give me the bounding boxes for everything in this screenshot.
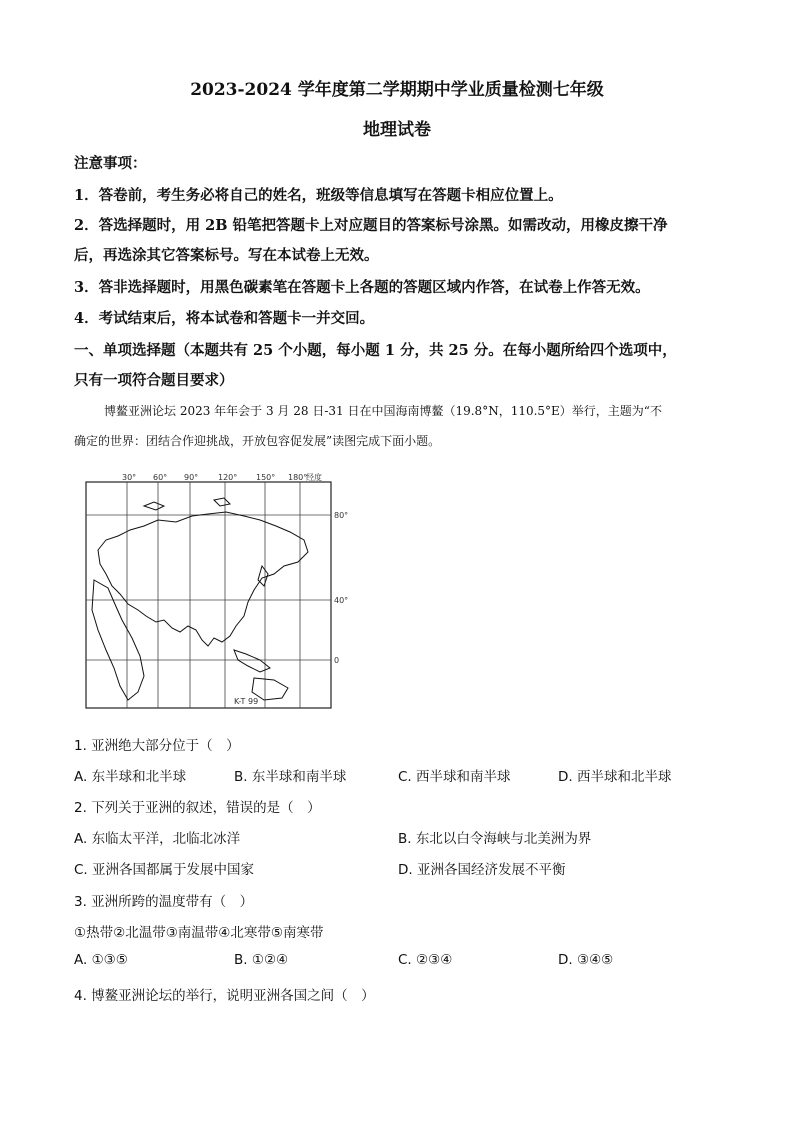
question-3-list: ①热带②北温带③南温带④北寒带⑤南寒带 <box>74 925 324 941</box>
section-heading-cont: 只有一项符合题目要求） <box>74 372 234 389</box>
intro-text-cont: 确定的世界：团结合作迎挑战，开放包容促发展”读图完成下面小题。 <box>74 434 441 448</box>
notes-heading: 注意事项： <box>74 155 147 172</box>
lat-label-0: 0 <box>334 656 340 665</box>
intro-text: 博鳌亚洲论坛 2023 年年会于 3 月 28 日-31 日在中国海南博鳌（19.8°N，110.5°E）举行，主题为“不 <box>104 404 662 418</box>
lon-label-150: 150° <box>256 473 276 482</box>
lon-label-120: 120° <box>218 473 238 482</box>
lon-label-180: 180° <box>288 473 308 482</box>
lat-label-80: 80° <box>334 511 349 520</box>
question-2-stem: 2. 下列关于亚洲的叙述，错误的是（ ） <box>74 800 321 816</box>
note-item-4: 4．考试结束后，将本试卷和答题卡一并交回。 <box>74 310 375 327</box>
question-1-stem: 1. 亚洲绝大部分位于（ ） <box>74 738 240 754</box>
lon-label-90: 90° <box>184 473 199 482</box>
q3-option-d[interactable]: D. ③④⑤ <box>558 952 614 968</box>
q1-option-b[interactable]: B. 东半球和南半球 <box>234 769 347 785</box>
question-3-stem: 3. 亚洲所跨的温度带有（ ） <box>74 894 254 910</box>
lon-label-30: 30° <box>122 473 137 482</box>
section-heading: 一、单项选择题（本题共有 25 个小题，每小题 1 分，共 25 分。在每小题所给四个选项中， <box>74 342 677 359</box>
q3-option-a[interactable]: A. ①③⑤ <box>74 952 128 968</box>
note-item-2: 2．答选择题时，用 2B 铅笔把答题卡上对应题目的答案标号涂黑。如需改动，用橡皮擦干净 <box>74 217 668 234</box>
lat-label-40: 40° <box>334 596 349 605</box>
q2-option-d[interactable]: D. 亚洲各国经济发展不平衡 <box>398 862 566 878</box>
page-subtitle: 地理试卷 <box>363 120 431 140</box>
q2-option-b[interactable]: B. 东北以白令海峡与北美洲为界 <box>398 831 592 847</box>
note-item-3: 3．答非选择题时，用黑色碳素笔在答题卡上各题的答题区域内作答，在试卷上作答无效。 <box>74 279 650 296</box>
q2-option-a[interactable]: A. 东临太平洋，北临北冰洋 <box>74 831 241 847</box>
q1-option-d[interactable]: D. 西半球和北半球 <box>558 769 672 785</box>
question-4-stem: 4. 博鳌亚洲论坛的举行，说明亚洲各国之间（ ） <box>74 988 375 1004</box>
lon-suffix: 经度 <box>306 473 322 482</box>
map-frame <box>86 482 331 708</box>
q1-option-a[interactable]: A. 东半球和北半球 <box>74 769 187 785</box>
q2-option-c[interactable]: C. 亚洲各国都属于发展中国家 <box>74 862 255 878</box>
q1-option-c[interactable]: C. 西半球和南半球 <box>398 769 511 785</box>
q3-option-b[interactable]: B. ①②④ <box>234 952 289 968</box>
lon-label-60: 60° <box>153 473 168 482</box>
page-title: 2023-2024 学年度第二学期期中学业质量检测七年级 <box>190 80 604 100</box>
map-stamp: K-T 99 <box>234 697 259 706</box>
note-item-1: 1．答卷前，考生务必将自己的姓名，班级等信息填写在答题卡相应位置上。 <box>74 187 563 204</box>
asia-map-figure <box>84 470 352 710</box>
q3-option-c[interactable]: C. ②③④ <box>398 952 453 968</box>
note-item-2-cont: 后，再选涂其它答案标号。写在本试卷上无效。 <box>74 247 379 264</box>
